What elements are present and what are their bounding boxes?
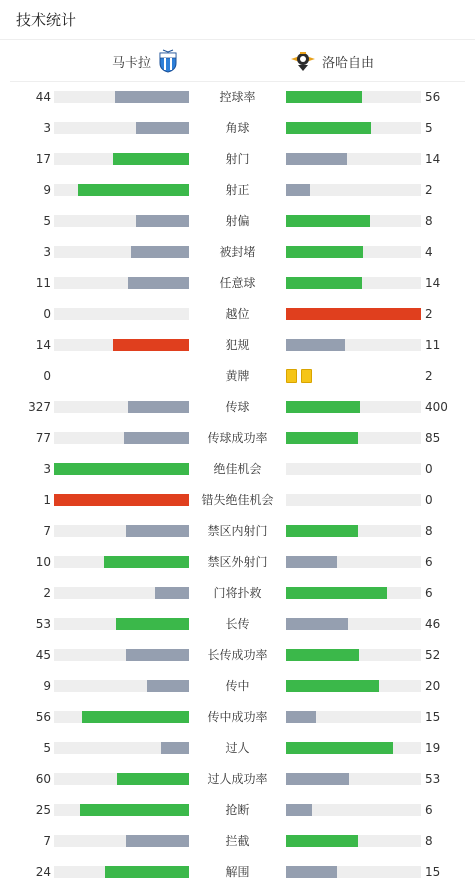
- away-stat-bar-fill: [286, 277, 362, 289]
- away-stat-bar: [286, 525, 421, 537]
- home-team-crest-icon: [157, 49, 179, 73]
- away-stat-bar: [286, 773, 421, 785]
- away-stat-bar: [286, 184, 421, 196]
- stat-label: 抢断: [225, 803, 250, 817]
- away-stat-bar: [286, 91, 421, 103]
- away-stat-bar-fill: [286, 153, 347, 165]
- home-stat-bar: [54, 246, 189, 258]
- away-stat-bar-fill: [286, 246, 363, 258]
- away-stat-value: 6: [425, 586, 433, 600]
- home-stat-bar: [54, 308, 189, 320]
- home-stat-bar-fill: [147, 680, 189, 692]
- away-stat-value: 8: [425, 524, 433, 538]
- stat-label: 传球成功率: [207, 431, 268, 445]
- home-stat-bar-fill: [113, 339, 189, 351]
- home-team[interactable]: [112, 40, 179, 82]
- home-stat-bar: [54, 649, 189, 661]
- home-stat-bar: [54, 618, 189, 630]
- home-stat-bar-fill: [131, 246, 189, 258]
- away-stat-bar: [286, 122, 421, 134]
- stat-row: [0, 299, 475, 330]
- stat-row: [0, 547, 475, 578]
- home-stat-bar-fill: [126, 835, 189, 847]
- home-stat-value: 0: [43, 369, 51, 383]
- home-stat-bar: [54, 556, 189, 568]
- away-team-name: 洛哈自由: [322, 55, 375, 71]
- stat-row: [0, 516, 475, 547]
- away-stat-bar-fill: [286, 432, 358, 444]
- away-stat-value: 52: [425, 648, 441, 662]
- home-stat-value: 45: [35, 648, 51, 662]
- home-stat-value: 5: [43, 214, 51, 228]
- stat-row: [0, 671, 475, 702]
- home-stat-bar-fill: [54, 463, 189, 475]
- home-stat-bar-fill: [116, 618, 189, 630]
- away-stat-bar-fill: [286, 866, 337, 878]
- stat-label: 拦截: [225, 834, 250, 848]
- home-stat-bar-fill: [80, 804, 189, 816]
- home-stat-bar: [54, 866, 189, 878]
- away-stat-value: 56: [425, 90, 441, 104]
- stat-label: 射偏: [225, 214, 250, 228]
- stat-row: [0, 857, 475, 888]
- home-stat-bar: [54, 339, 189, 351]
- stat-row: [0, 175, 475, 206]
- home-stat-value: 53: [35, 617, 51, 631]
- away-stat-bar: [286, 463, 421, 475]
- away-stat-bar: [286, 835, 421, 847]
- away-stat-bar-fill: [286, 835, 358, 847]
- home-stat-value: 3: [43, 121, 51, 135]
- away-stat-value: 85: [425, 431, 441, 445]
- away-stat-value: 15: [425, 710, 441, 724]
- away-stat-bar-fill: [286, 339, 345, 351]
- home-stat-value: 10: [35, 555, 51, 569]
- home-stat-bar-fill: [113, 153, 189, 165]
- away-stat-value: 8: [425, 834, 433, 848]
- stat-label: 传球: [225, 400, 250, 414]
- stat-label: 门将扑救: [213, 586, 262, 600]
- stat-label: 过人: [225, 741, 250, 755]
- away-stat-value: 4: [425, 245, 433, 259]
- away-stat-bar: [286, 711, 421, 723]
- away-stat-value: 46: [425, 617, 441, 631]
- away-stat-bar: [286, 680, 421, 692]
- stat-label: 传中: [225, 679, 250, 693]
- yellow-card-icon: [286, 369, 297, 383]
- away-stat-bar: [286, 804, 421, 816]
- home-stat-value: 327: [28, 400, 51, 414]
- home-stat-bar-fill: [115, 91, 189, 103]
- home-stat-bar-fill: [104, 556, 189, 568]
- home-stat-value: 1: [43, 493, 51, 507]
- home-stat-value: 11: [35, 276, 51, 290]
- away-stat-bar: [286, 556, 421, 568]
- stat-label: 黄牌: [225, 369, 250, 383]
- away-stat-bar: [286, 215, 421, 227]
- stat-label: 射正: [225, 183, 250, 197]
- home-stat-bar-fill: [155, 587, 189, 599]
- away-stat-value: 6: [425, 803, 433, 817]
- stat-label: 禁区内射门: [207, 524, 268, 538]
- away-stat-bar: [286, 649, 421, 661]
- home-stat-bar: [54, 804, 189, 816]
- away-stat-bar-fill: [286, 525, 358, 537]
- away-stat-value: 400: [425, 400, 448, 414]
- away-stat-bar: [286, 618, 421, 630]
- away-stat-bar: [286, 432, 421, 444]
- home-stat-bar-fill: [78, 184, 189, 196]
- away-stat-value: 19: [425, 741, 441, 755]
- home-stat-bar-fill: [82, 711, 189, 723]
- stat-row: [0, 454, 475, 485]
- home-stat-value: 0: [43, 307, 51, 321]
- stat-label: 长传: [225, 617, 250, 631]
- home-stat-bar: [54, 215, 189, 227]
- away-stat-value: 6: [425, 555, 433, 569]
- away-stat-bar-fill: [286, 308, 421, 320]
- away-stat-bar-fill: [286, 773, 349, 785]
- stat-label: 过人成功率: [207, 772, 268, 786]
- home-stat-bar: [54, 122, 189, 134]
- home-stat-value: 7: [43, 834, 51, 848]
- stat-label: 禁区外射门: [207, 555, 268, 569]
- away-stat-value: 0: [425, 462, 433, 476]
- home-stat-bar-fill: [136, 215, 189, 227]
- home-stat-value: 24: [35, 865, 51, 879]
- away-stat-bar-fill: [286, 742, 393, 754]
- stat-row: [0, 485, 475, 516]
- away-stat-value: 15: [425, 865, 441, 879]
- away-stat-bar: [286, 866, 421, 878]
- away-stat-value: 14: [425, 152, 441, 166]
- stat-row: [0, 702, 475, 733]
- home-stat-bar: [54, 680, 189, 692]
- home-stat-bar-fill: [126, 649, 189, 661]
- home-stat-bar-fill: [128, 401, 189, 413]
- home-stat-bar-fill: [124, 432, 189, 444]
- stat-label: 错失绝佳机会: [201, 493, 274, 507]
- home-stat-bar: [54, 773, 189, 785]
- stat-label: 传中成功率: [207, 710, 268, 724]
- stat-row: [0, 609, 475, 640]
- away-stat-bar-fill: [286, 680, 379, 692]
- home-stat-value: 60: [35, 772, 51, 786]
- home-stat-bar: [54, 401, 189, 413]
- stat-row: [0, 144, 475, 175]
- home-stat-bar: [54, 587, 189, 599]
- home-stat-value: 17: [35, 152, 51, 166]
- home-stat-value: 2: [43, 586, 51, 600]
- home-stat-bar-fill: [128, 277, 189, 289]
- away-stat-bar-fill: [286, 91, 362, 103]
- teams-row: [10, 40, 465, 82]
- away-stat-bar: [286, 742, 421, 754]
- stat-row: [0, 361, 475, 392]
- away-stat-bar: [286, 401, 421, 413]
- away-stat-value: 2: [425, 307, 433, 321]
- home-stat-bar-fill: [105, 866, 189, 878]
- away-stat-value: 11: [425, 338, 441, 352]
- away-stat-bar: [286, 308, 421, 320]
- stat-label: 任意球: [219, 276, 256, 290]
- stat-label: 越位: [225, 307, 250, 321]
- home-stat-bar: [54, 494, 189, 506]
- stat-row: [0, 423, 475, 454]
- stat-row: [0, 733, 475, 764]
- away-stat-bar-fill: [286, 184, 310, 196]
- home-stat-bar: [54, 277, 189, 289]
- away-stat-bar-fill: [286, 618, 348, 630]
- away-stat-value: 14: [425, 276, 441, 290]
- stat-row: [0, 826, 475, 857]
- away-stat-bar-fill: [286, 587, 387, 599]
- home-stat-value: 14: [35, 338, 51, 352]
- away-stat-bar: [286, 153, 421, 165]
- stats-header: [0, 0, 475, 40]
- home-stat-value: 77: [35, 431, 51, 445]
- away-stat-bar-fill: [286, 556, 337, 568]
- stat-label: 犯规: [225, 338, 250, 352]
- home-stat-value: 44: [35, 90, 51, 104]
- home-stat-bar: [54, 742, 189, 754]
- away-stat-value: 8: [425, 214, 433, 228]
- away-yellow-cards: [286, 369, 312, 383]
- home-stat-bar: [54, 463, 189, 475]
- home-stat-bar: [54, 432, 189, 444]
- home-stat-bar: [54, 525, 189, 537]
- stat-label: 解围: [225, 865, 250, 879]
- home-stat-value: 9: [43, 679, 51, 693]
- stat-row: [0, 82, 475, 113]
- away-stat-bar: [286, 277, 421, 289]
- stat-row: [0, 237, 475, 268]
- home-stat-value: 56: [35, 710, 51, 724]
- home-stat-value: 25: [35, 803, 51, 817]
- away-stat-value: 2: [425, 369, 433, 383]
- stat-row: [0, 206, 475, 237]
- home-stat-value: 9: [43, 183, 51, 197]
- away-stat-bar-fill: [286, 804, 312, 816]
- home-stat-bar: [54, 835, 189, 847]
- away-team-crest-icon: [290, 50, 316, 72]
- stat-label: 被封堵: [219, 245, 256, 259]
- stat-label: 射门: [225, 152, 250, 166]
- away-stat-value: 20: [425, 679, 441, 693]
- away-stat-value: 0: [425, 493, 433, 507]
- away-stat-bar: [286, 246, 421, 258]
- home-team-name: 马卡拉: [111, 55, 151, 71]
- home-stat-value: 5: [43, 741, 51, 755]
- away-stat-value: 2: [425, 183, 433, 197]
- stat-row: [0, 640, 475, 671]
- stat-label: 角球: [225, 121, 250, 135]
- away-stat-bar-fill: [286, 215, 370, 227]
- stat-row: [0, 268, 475, 299]
- yellow-card-icon: [301, 369, 312, 383]
- stat-label: 绝佳机会: [213, 462, 262, 476]
- home-stat-value: 3: [43, 462, 51, 476]
- home-stat-value: 3: [43, 245, 51, 259]
- away-stat-value: 53: [425, 772, 441, 786]
- home-stat-bar: [54, 91, 189, 103]
- home-stat-value: 7: [43, 524, 51, 538]
- stat-row: [0, 764, 475, 795]
- stats-list: [0, 82, 475, 888]
- away-stat-bar-fill: [286, 649, 359, 661]
- away-stat-value: 5: [425, 121, 433, 135]
- home-stat-bar-fill: [126, 525, 189, 537]
- home-stat-bar: [54, 184, 189, 196]
- away-stat-bar-fill: [286, 122, 371, 134]
- stat-row: [0, 330, 475, 361]
- stat-row: [0, 113, 475, 144]
- home-stat-bar: [54, 153, 189, 165]
- stat-label: 控球率: [219, 90, 256, 104]
- stat-row: [0, 578, 475, 609]
- home-stat-bar-fill: [117, 773, 189, 785]
- away-team[interactable]: [290, 40, 374, 82]
- away-stat-bar-fill: [286, 711, 316, 723]
- page-title: 技术统计: [16, 11, 77, 29]
- home-stat-bar-fill: [136, 122, 189, 134]
- stat-row: [0, 795, 475, 826]
- stat-row: [0, 392, 475, 423]
- stat-label: 长传成功率: [207, 648, 268, 662]
- away-stat-bar: [286, 494, 421, 506]
- home-stat-bar: [54, 711, 189, 723]
- away-stat-bar-fill: [286, 401, 360, 413]
- home-stat-bar-fill: [54, 494, 189, 506]
- away-stat-bar: [286, 339, 421, 351]
- away-stat-bar: [286, 587, 421, 599]
- home-stat-bar-fill: [161, 742, 189, 754]
